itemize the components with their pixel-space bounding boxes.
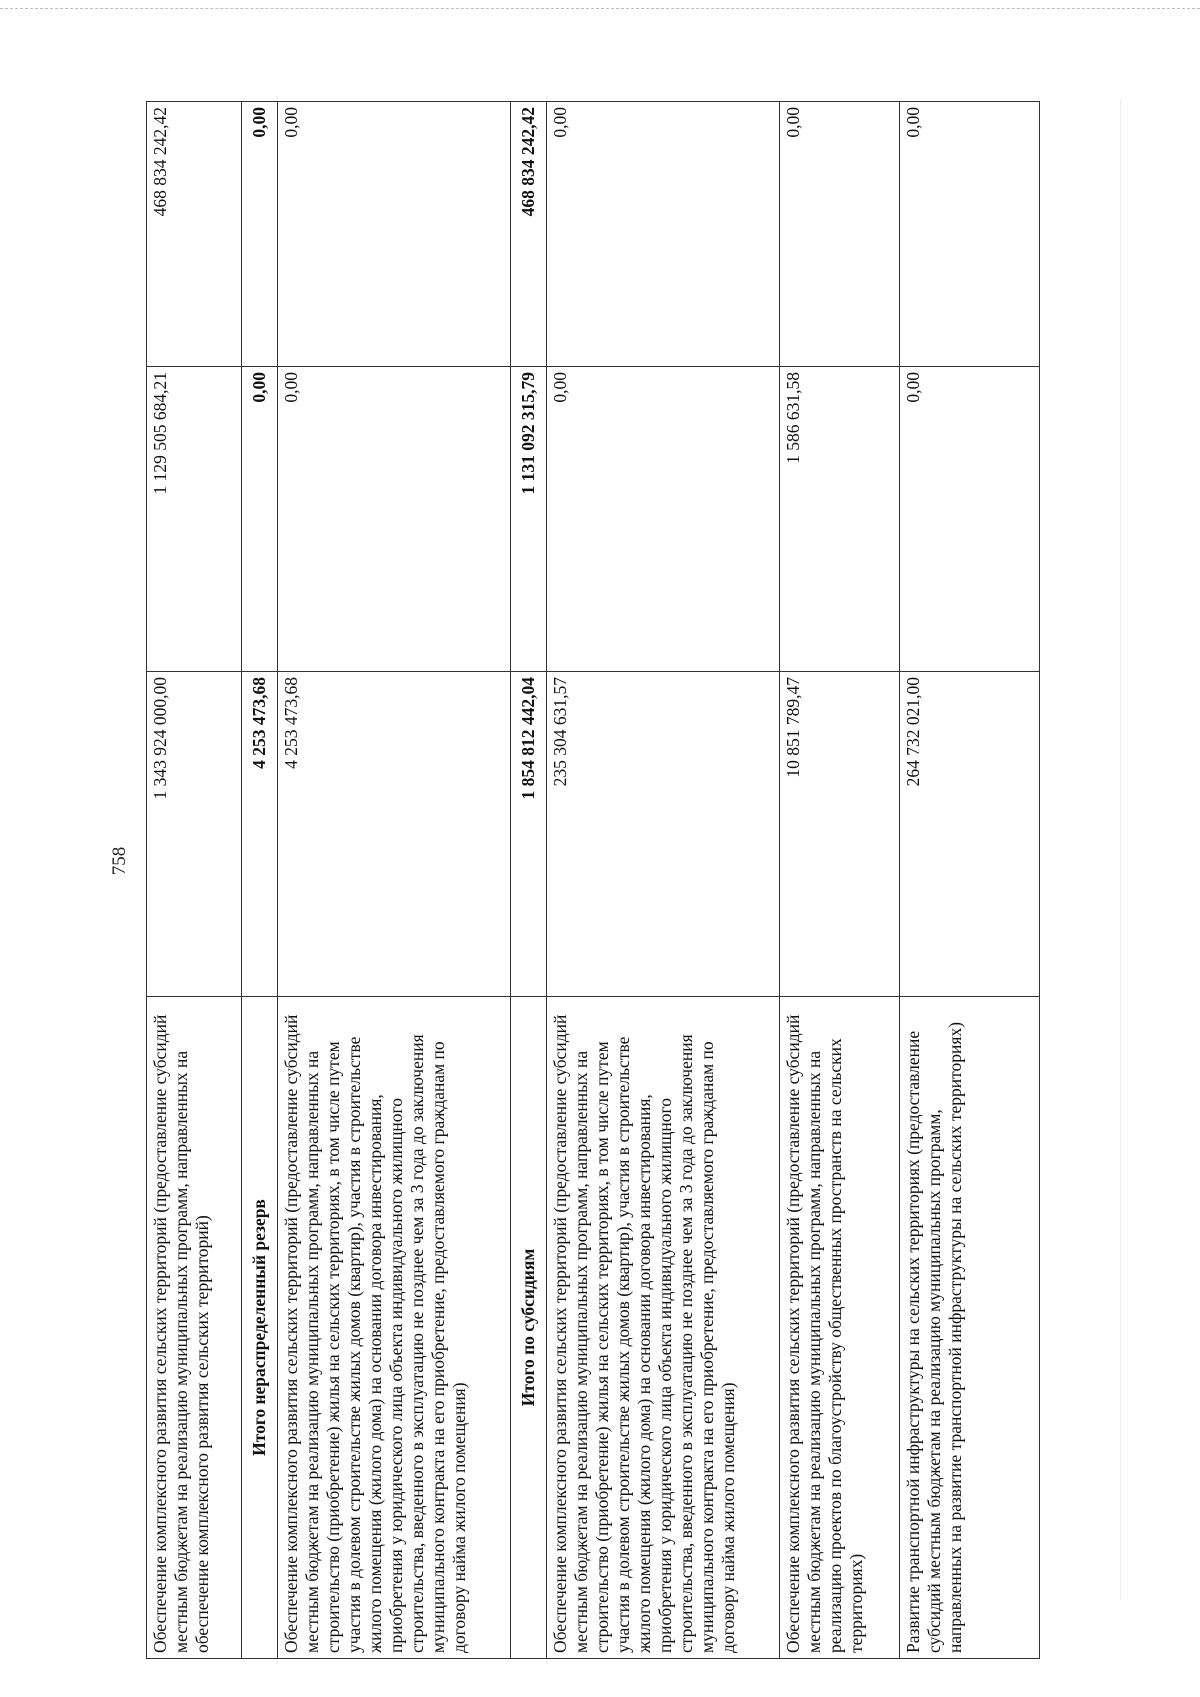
- value-cell-year-2: 0,00: [278, 367, 511, 672]
- scan-edge-line: [1120, 100, 1121, 1600]
- value-cell-year-2: 0,00: [242, 367, 278, 672]
- value-cell-year-1: 264 732 021,00: [900, 672, 1040, 997]
- rotated-table-container: [146, 102, 1039, 1659]
- total-label-cell: Итого по субсидиям: [511, 997, 547, 1659]
- value-cell-year-1: 4 253 473,68: [242, 672, 278, 997]
- value-cell-year-2: 0,00: [900, 367, 1040, 672]
- total-label-cell: Итого нераспределенный резерв: [242, 997, 278, 1659]
- total-row: [242, 102, 278, 1659]
- value-cell-year-2: 1 129 505 684,21: [147, 367, 242, 672]
- value-cell-year-1: 1 343 924 000,00: [147, 672, 242, 997]
- value-cell-year-3: 0,00: [780, 102, 900, 367]
- table-row: [278, 102, 511, 1659]
- value-cell-year-1: 235 304 631,57: [547, 672, 780, 997]
- value-cell-year-3: 0,00: [547, 102, 780, 367]
- value-cell-year-3: 0,00: [242, 102, 278, 367]
- table-row: [900, 102, 1040, 1659]
- row-name-cell: Обеспечение комплексного развития сельских территорий (предоставление субсидий местным бюджетам на реализацию муниципальных программ, направленных на реализацию проектов по благоустройству общественных пространств на сельских территориях): [780, 997, 900, 1659]
- page-number: 758: [109, 846, 130, 876]
- value-cell-year-3: 468 834 242,42: [511, 102, 547, 367]
- value-cell-year-2: 1 131 092 315,79: [511, 367, 547, 672]
- value-cell-year-1: 1 854 812 442,04: [511, 672, 547, 997]
- value-cell-year-2: 1 586 631,58: [780, 367, 900, 672]
- subsidy-table: [146, 101, 1040, 1659]
- row-name-cell: Обеспечение комплексного развития сельских территорий (предоставление субсидий местным бюджетам на реализацию муниципальных программ, направленных на строительство (приобретение) жилья на сельских территориях, в том числе путем участия в долевом строительстве жилых домов (квартир), участия в строительстве жилого помещения (жилого дома) на основании договора инвестирования, приобретения у юридического лица объекта индивидуального жилищного строительства, введенного в эксплуатацию не позднее чем за 3 года до заключения муниципального контракта на его приобретение, предоставляемого гражданам по договору найма жилого помещения): [547, 997, 780, 1659]
- table-row: [147, 102, 242, 1659]
- row-name-cell: Обеспечение комплексного развития сельских территорий (предоставление субсидий местным бюджетам на реализацию муниципальных программ, направленных на строительство (приобретение) жилья на сельских территориях, в том числе путем участия в долевом строительстве жилых домов (квартир), участия в строительстве жилого помещения (жилого дома) на основании договора инвестирования, приобретения у юридического лица объекта индивидуального жилищного строительства, введенного в эксплуатацию не позднее чем за 3 года до заключения муниципального контракта на его приобретение, предоставляемого гражданам по договору найма жилого помещения): [278, 997, 511, 1659]
- value-cell-year-2: 0,00: [547, 367, 780, 672]
- table-row: [780, 102, 900, 1659]
- value-cell-year-1: 10 851 789,47: [780, 672, 900, 997]
- value-cell-year-3: 0,00: [278, 102, 511, 367]
- value-cell-year-1: 4 253 473,68: [278, 672, 511, 997]
- page-top-rule: [0, 8, 1200, 9]
- total-row: [511, 102, 547, 1659]
- row-name-cell: Развитие транспортной инфраструктуры на сельских территориях (предоставление субсидий местным бюджетам на реализацию муниципальных программ, направленных на развитие транспортной инфраструктуры на сельских территориях): [900, 997, 1040, 1659]
- value-cell-year-3: 468 834 242,42: [147, 102, 242, 367]
- table-row: [547, 102, 780, 1659]
- row-name-cell: Обеспечение комплексного развития сельских территорий (предоставление субсидий местным бюджетам на реализацию муниципальных программ, направленных на обеспечение комплексного развития сельских территорий): [147, 997, 242, 1659]
- value-cell-year-3: 0,00: [900, 102, 1040, 367]
